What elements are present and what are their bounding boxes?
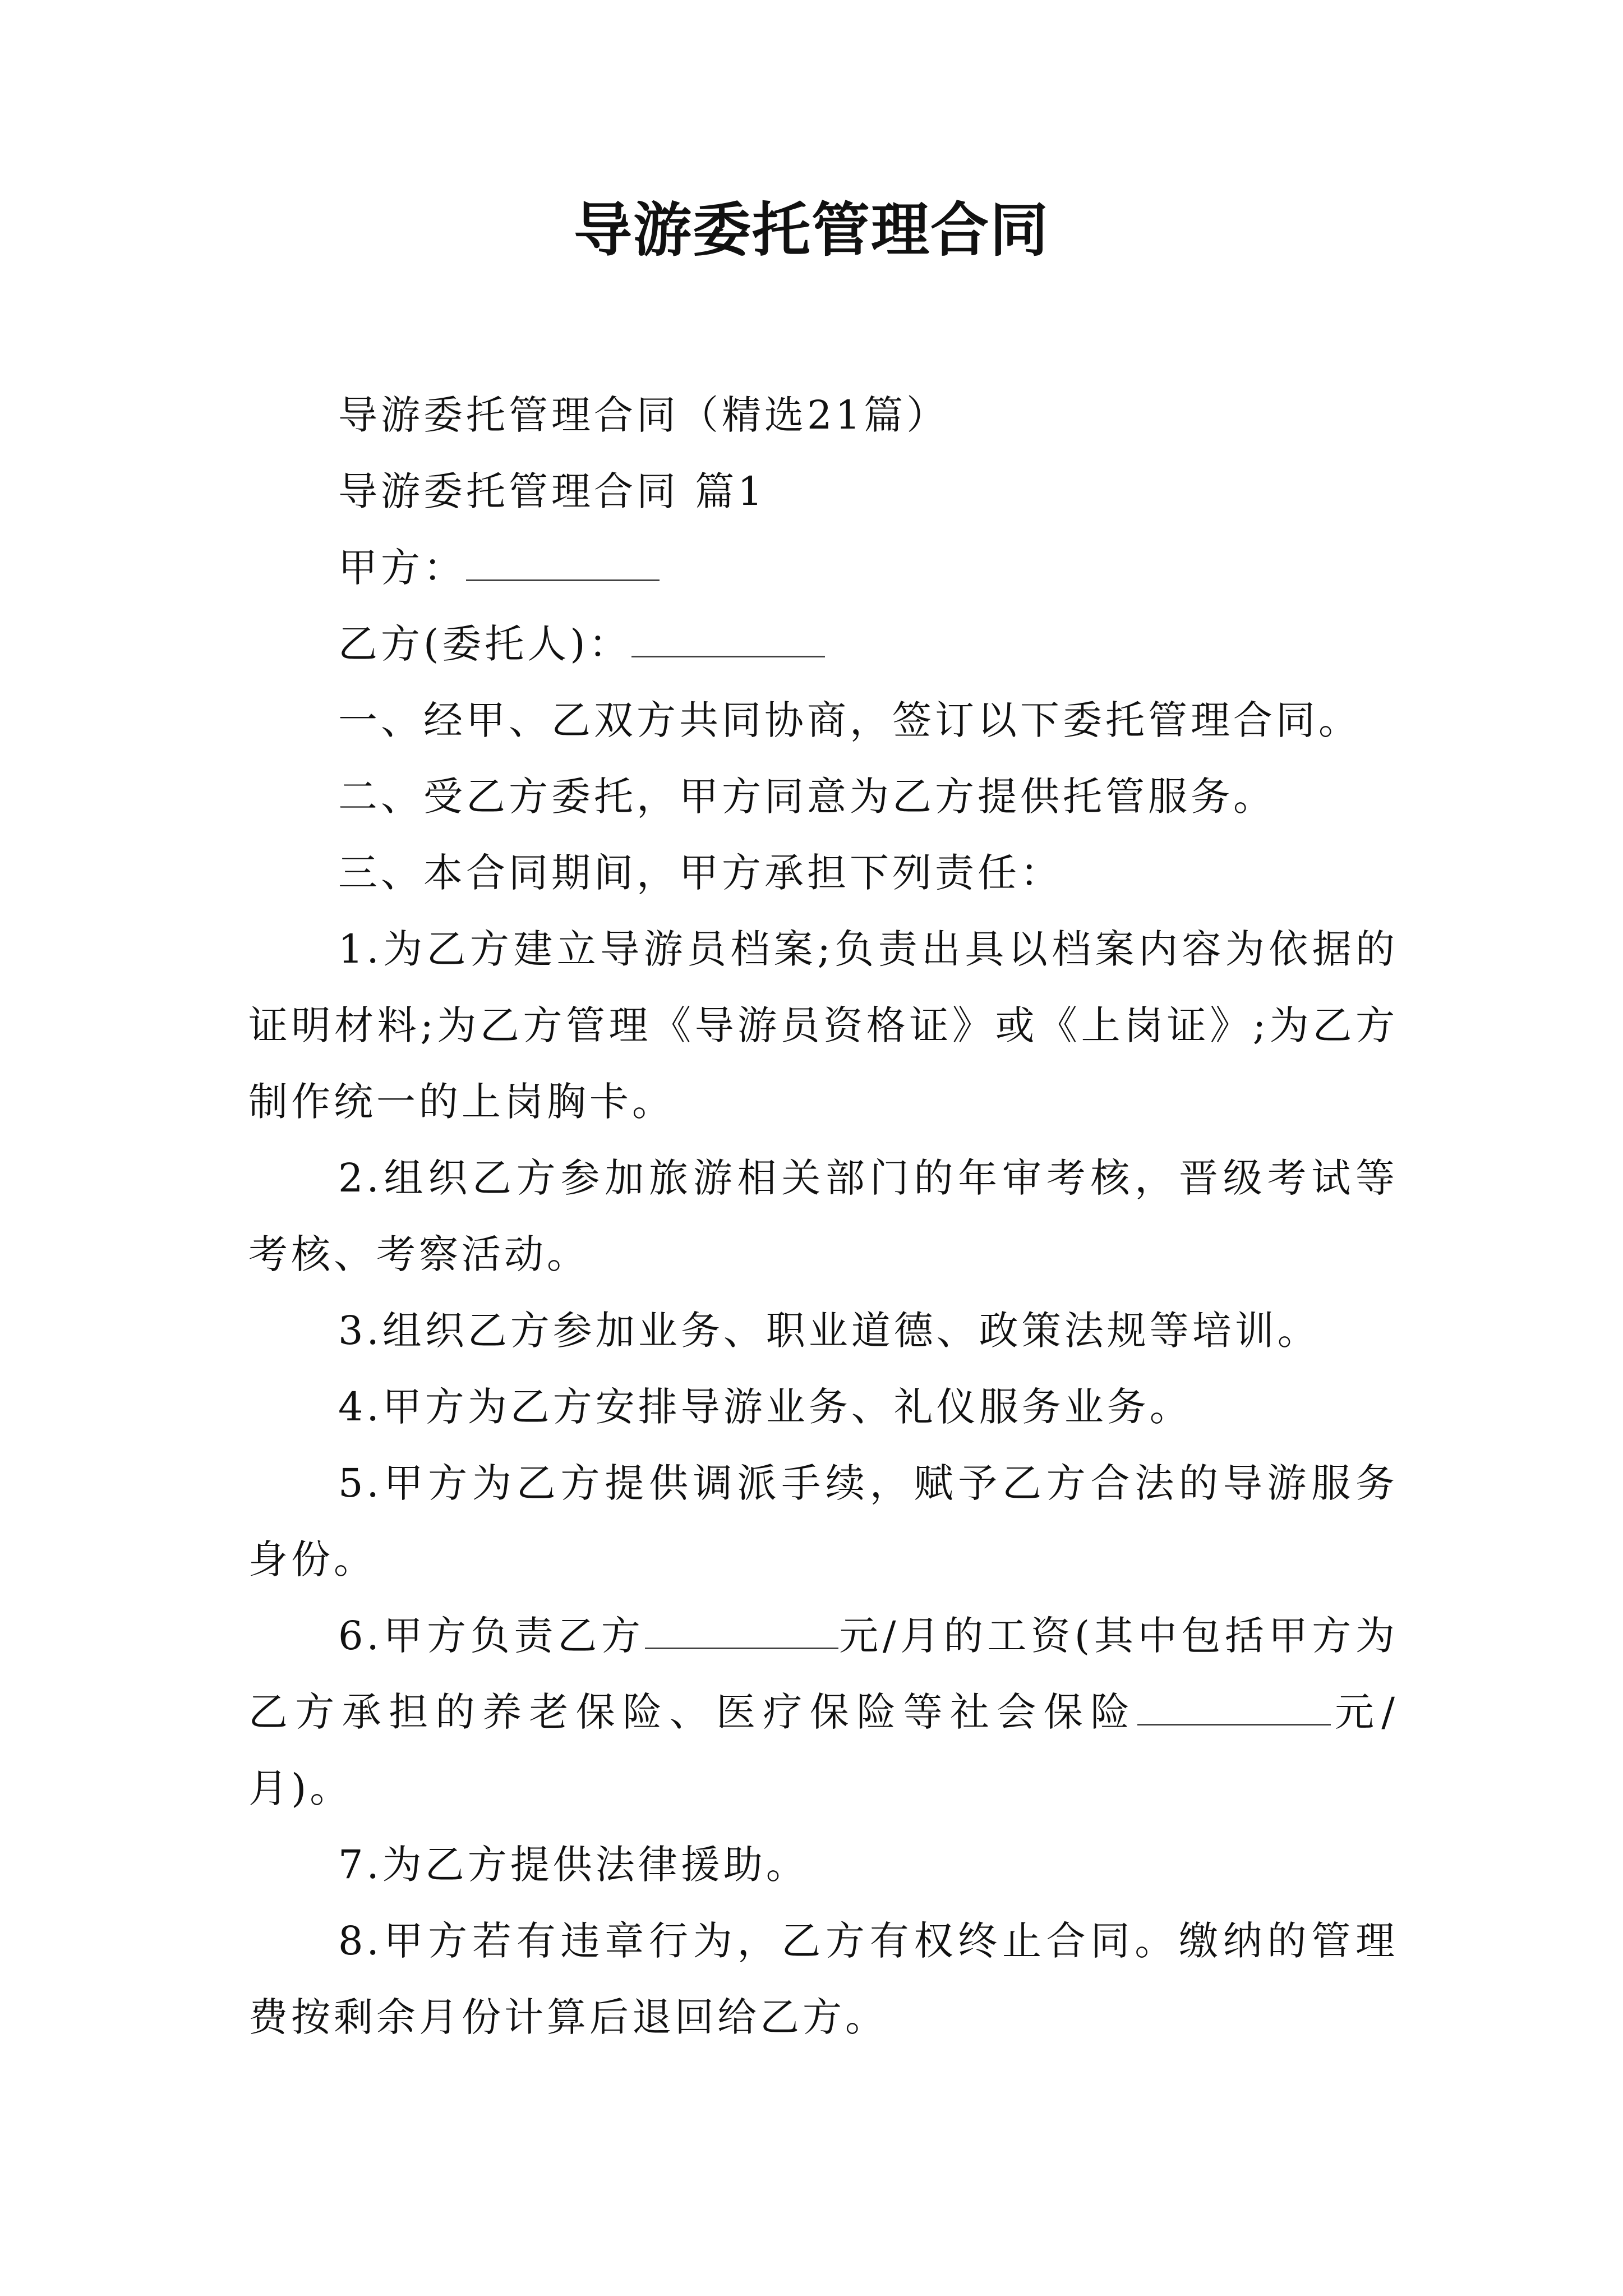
party-b-label: 乙方(委托人)：: [338, 621, 631, 667]
item-6-text-1: 6.甲方负责乙方: [338, 1613, 645, 1659]
item-1: 1.为乙方建立导游员档案;负责出具以档案内容为依据的证明材料;为乙方管理《导游员资格证》或《上岗证》;为乙方制作统一的上岗胸卡。: [248, 926, 1398, 1125]
clause-2: 二、受乙方委托，甲方同意为乙方提供托管服务。: [338, 774, 1276, 820]
item-2: 2.组织乙方参加旅游相关部门的年审考核，晋级考试等考核、考察活动。: [248, 1155, 1398, 1277]
item-7: 7.为乙方提供法律援助。: [338, 1842, 809, 1888]
clause-1: 一、经甲、乙双方共同协商，签订以下委托管理合同。: [338, 697, 1361, 743]
party-a-blank: [466, 547, 660, 581]
item-4: 4.甲方为乙方安排导游业务、礼仪服务业务。: [338, 1384, 1192, 1430]
party-b-blank: [631, 623, 825, 657]
party-a-line: [248, 530, 1398, 606]
party-b-line: [248, 606, 1398, 682]
item-3: 3.组织乙方参加业务、职业道德、政策法规等培训。: [338, 1308, 1320, 1354]
subtitle: 导游委托管理合同（精选21篇）: [338, 392, 949, 438]
salary-blank: [645, 1615, 838, 1649]
clause-3: 三、本合同期间，甲方承担下列责任：: [338, 850, 1063, 896]
document-title: 导游委托管理合同: [573, 195, 1049, 264]
document-body: [248, 377, 1398, 2055]
insurance-blank: [1137, 1691, 1331, 1726]
item-6-text-2: 元/月的工资(其中包括甲方为乙方承担的养老保险、医疗保险等社会保险: [248, 1613, 1398, 1735]
section-heading: 导游委托管理合同 篇1: [338, 468, 766, 514]
item-8: 8.甲方若有违章行为，乙方有权终止合同。缴纳的管理费按剩余月份计算后退回给乙方。: [248, 1918, 1398, 2040]
item-6-text-3: 元/月)。: [248, 1689, 1398, 1811]
item-5: 5.甲方为乙方提供调派手续，赋予乙方合法的导游服务身份。: [248, 1460, 1398, 1582]
party-a-label: 甲方：: [338, 545, 466, 591]
item-6: [248, 1598, 1398, 1826]
